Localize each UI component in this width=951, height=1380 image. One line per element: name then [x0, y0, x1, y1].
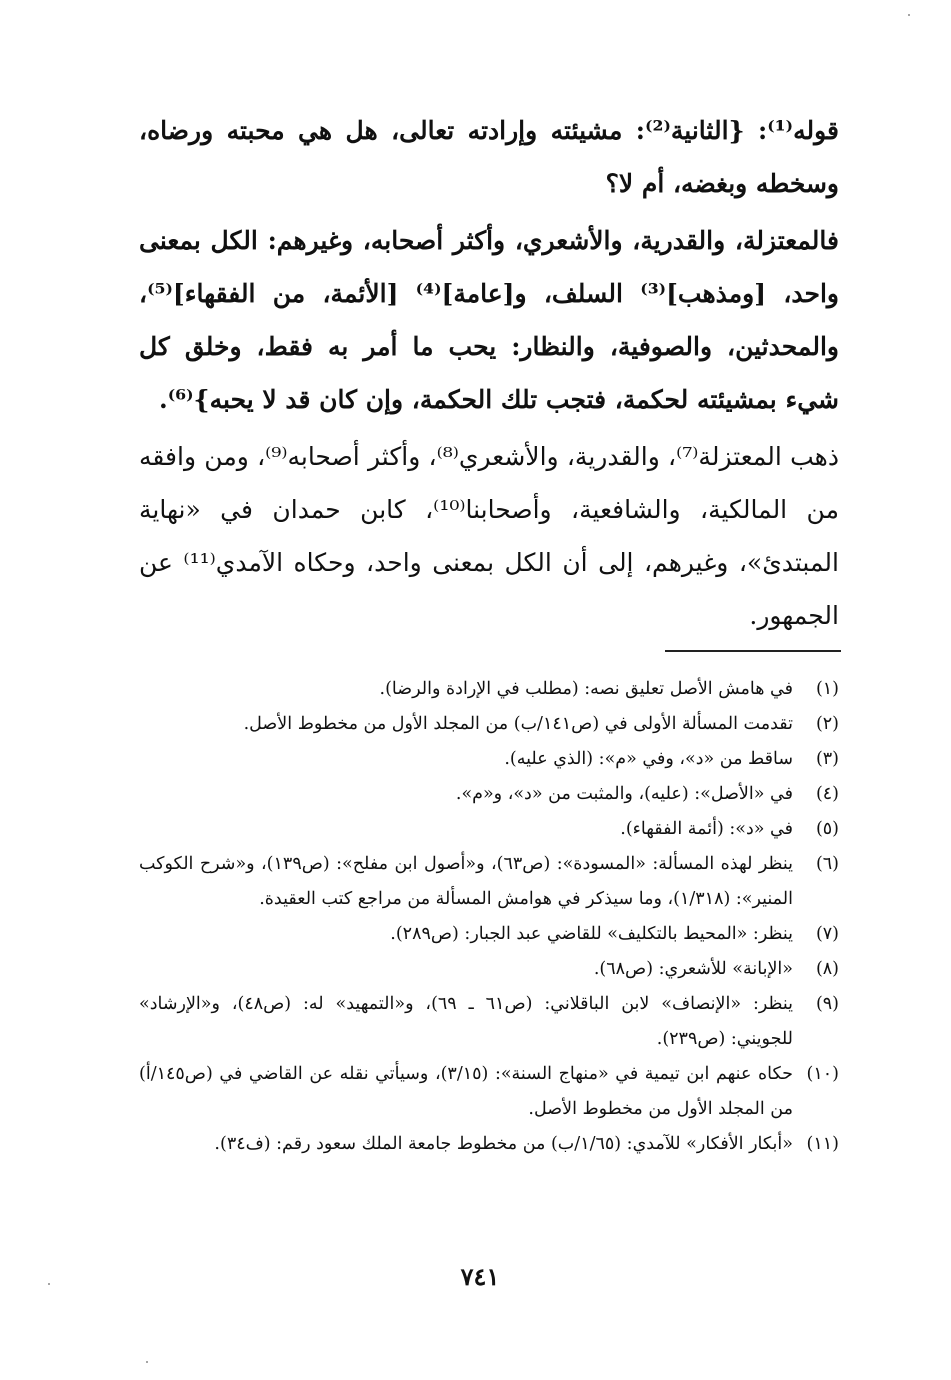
- footnote-text: ينظر: «المحيط بالتكليف» للقاضي عبد الجبار: (ص٢٨٩).: [390, 924, 793, 944]
- footnote-text: ينظر لهذه المسألة: «المسودة»: (ص٦٣)، و«أصول ابن مفلح»: (ص١٣٩)، و«شرح الكوكب المنير»: (١/٣١٨)، وما سيذكر في هوامش المسألة من مراجع كتب العقيدة.: [139, 854, 793, 909]
- main-paragraph-summary: فالمعتزلة، والقدرية، والأشعري، وأكثر أصحابه، وغيرهم: الكل بمعنى واحد، [ومذهب]⁽³⁾ السلف، و[عامة]⁽⁴⁾ [الأئمة، من الفقهاء]⁽⁵⁾، والمحدثين، والصوفية، والنظار: يحب ما أمر به فقط، وخلق كل شيء بمشيئته لحكمة، فتجب تلك الحكمة، وإن كان قد لا يحبه}⁽⁶⁾.: [139, 226, 840, 414]
- footnote-item: [139, 917, 839, 952]
- footnote-item: [139, 987, 839, 1057]
- footnote-item: [139, 777, 839, 812]
- footnote-number: (١٠): [806, 1064, 839, 1084]
- footnote-item: [139, 952, 839, 987]
- footnote-item: [139, 847, 839, 917]
- footnote-number: (١١): [806, 1134, 839, 1154]
- footnote-text: ساقط من «د»، وفي «م»: (الذي عليه).: [504, 749, 793, 769]
- page-number: ٧٤١: [460, 1262, 500, 1291]
- footnote-number: (٩): [815, 994, 839, 1014]
- main-text: [139, 104, 839, 642]
- footnote-item: [139, 742, 839, 777]
- footnote-item: [139, 672, 839, 707]
- footnote-number: (٣): [815, 749, 839, 769]
- main-paragraph-heading: قوله⁽¹⁾: {الثانية⁽²⁾: مشيئته وإرادته تعالى، هل هي محبته ورضاه، وسخطه وبغضه، أم لا؟: [139, 116, 839, 198]
- footnote-item: [139, 1057, 839, 1127]
- footnote-item: [139, 812, 839, 847]
- footnotes: [139, 672, 839, 1162]
- footnote-text: «أبكار الأفكار» للآمدي: (١/٦٥/ب) من مخطوط جامعة الملك سعود رقم: (ف٣٤).: [214, 1134, 793, 1154]
- footnote-number: (٤): [815, 784, 839, 804]
- main-paragraph-commentary: ذهب المعتزلة⁽⁷⁾، والقدرية، والأشعري⁽⁸⁾، وأكثر أصحابه⁽⁹⁾، ومن وافقه من المالكية، والشافعية، وأصحابنا⁽¹⁰⁾، كابن حمدان في «نهاية المبتدئ»، وغيرهم، إلى أن الكل بمعنى واحد، وحكاه الآمدي⁽¹¹⁾ عن الجمهور.: [139, 442, 839, 630]
- scan-speck: [146, 1361, 148, 1363]
- footnote-number: (٥): [815, 819, 839, 839]
- footnote-item: [139, 707, 839, 742]
- footnote-number: (٢): [815, 714, 839, 734]
- footnote-number: (٧): [815, 924, 839, 944]
- scan-speck: [48, 1283, 50, 1285]
- footnote-number: (١): [815, 679, 839, 699]
- footnote-number: (٦): [815, 854, 839, 874]
- footnote-text: في هامش الأصل تعليق نصه: (مطلب في الإرادة والرضا).: [379, 679, 793, 699]
- scan-speck: [908, 14, 910, 16]
- footnote-text: حكاه عنهم ابن تيمية في «منهاج السنة»: (٣/١٥)، وسيأتي نقله عن القاضي في (ص١٤٥/أ) من المجلد الأول من مخطوط الأصل.: [139, 1064, 793, 1119]
- footnote-text: في «د»: (أئمة الفقهاء).: [620, 819, 793, 839]
- footnote-separator: [665, 650, 841, 652]
- footnote-text: ينظر: «الإنصاف» لابن الباقلاني: (ص٦١ ـ ٦٩)، و«التمهيد» له: (ص٤٨)، و«الإرشاد» للجويني: (ص٢٣٩).: [139, 994, 793, 1049]
- footnote-text: في «الأصل»: (عليه)، والمثبت من «د»، و«م».: [455, 784, 793, 804]
- footnote-text: «الإبانة» للأشعري: (ص٦٨).: [593, 959, 793, 979]
- footnote-text: تقدمت المسألة الأولى في (ص١٤١/ب) من المجلد الأول من مخطوط الأصل.: [243, 714, 793, 734]
- footnote-item: [139, 1127, 839, 1162]
- footnote-number: (٨): [815, 959, 839, 979]
